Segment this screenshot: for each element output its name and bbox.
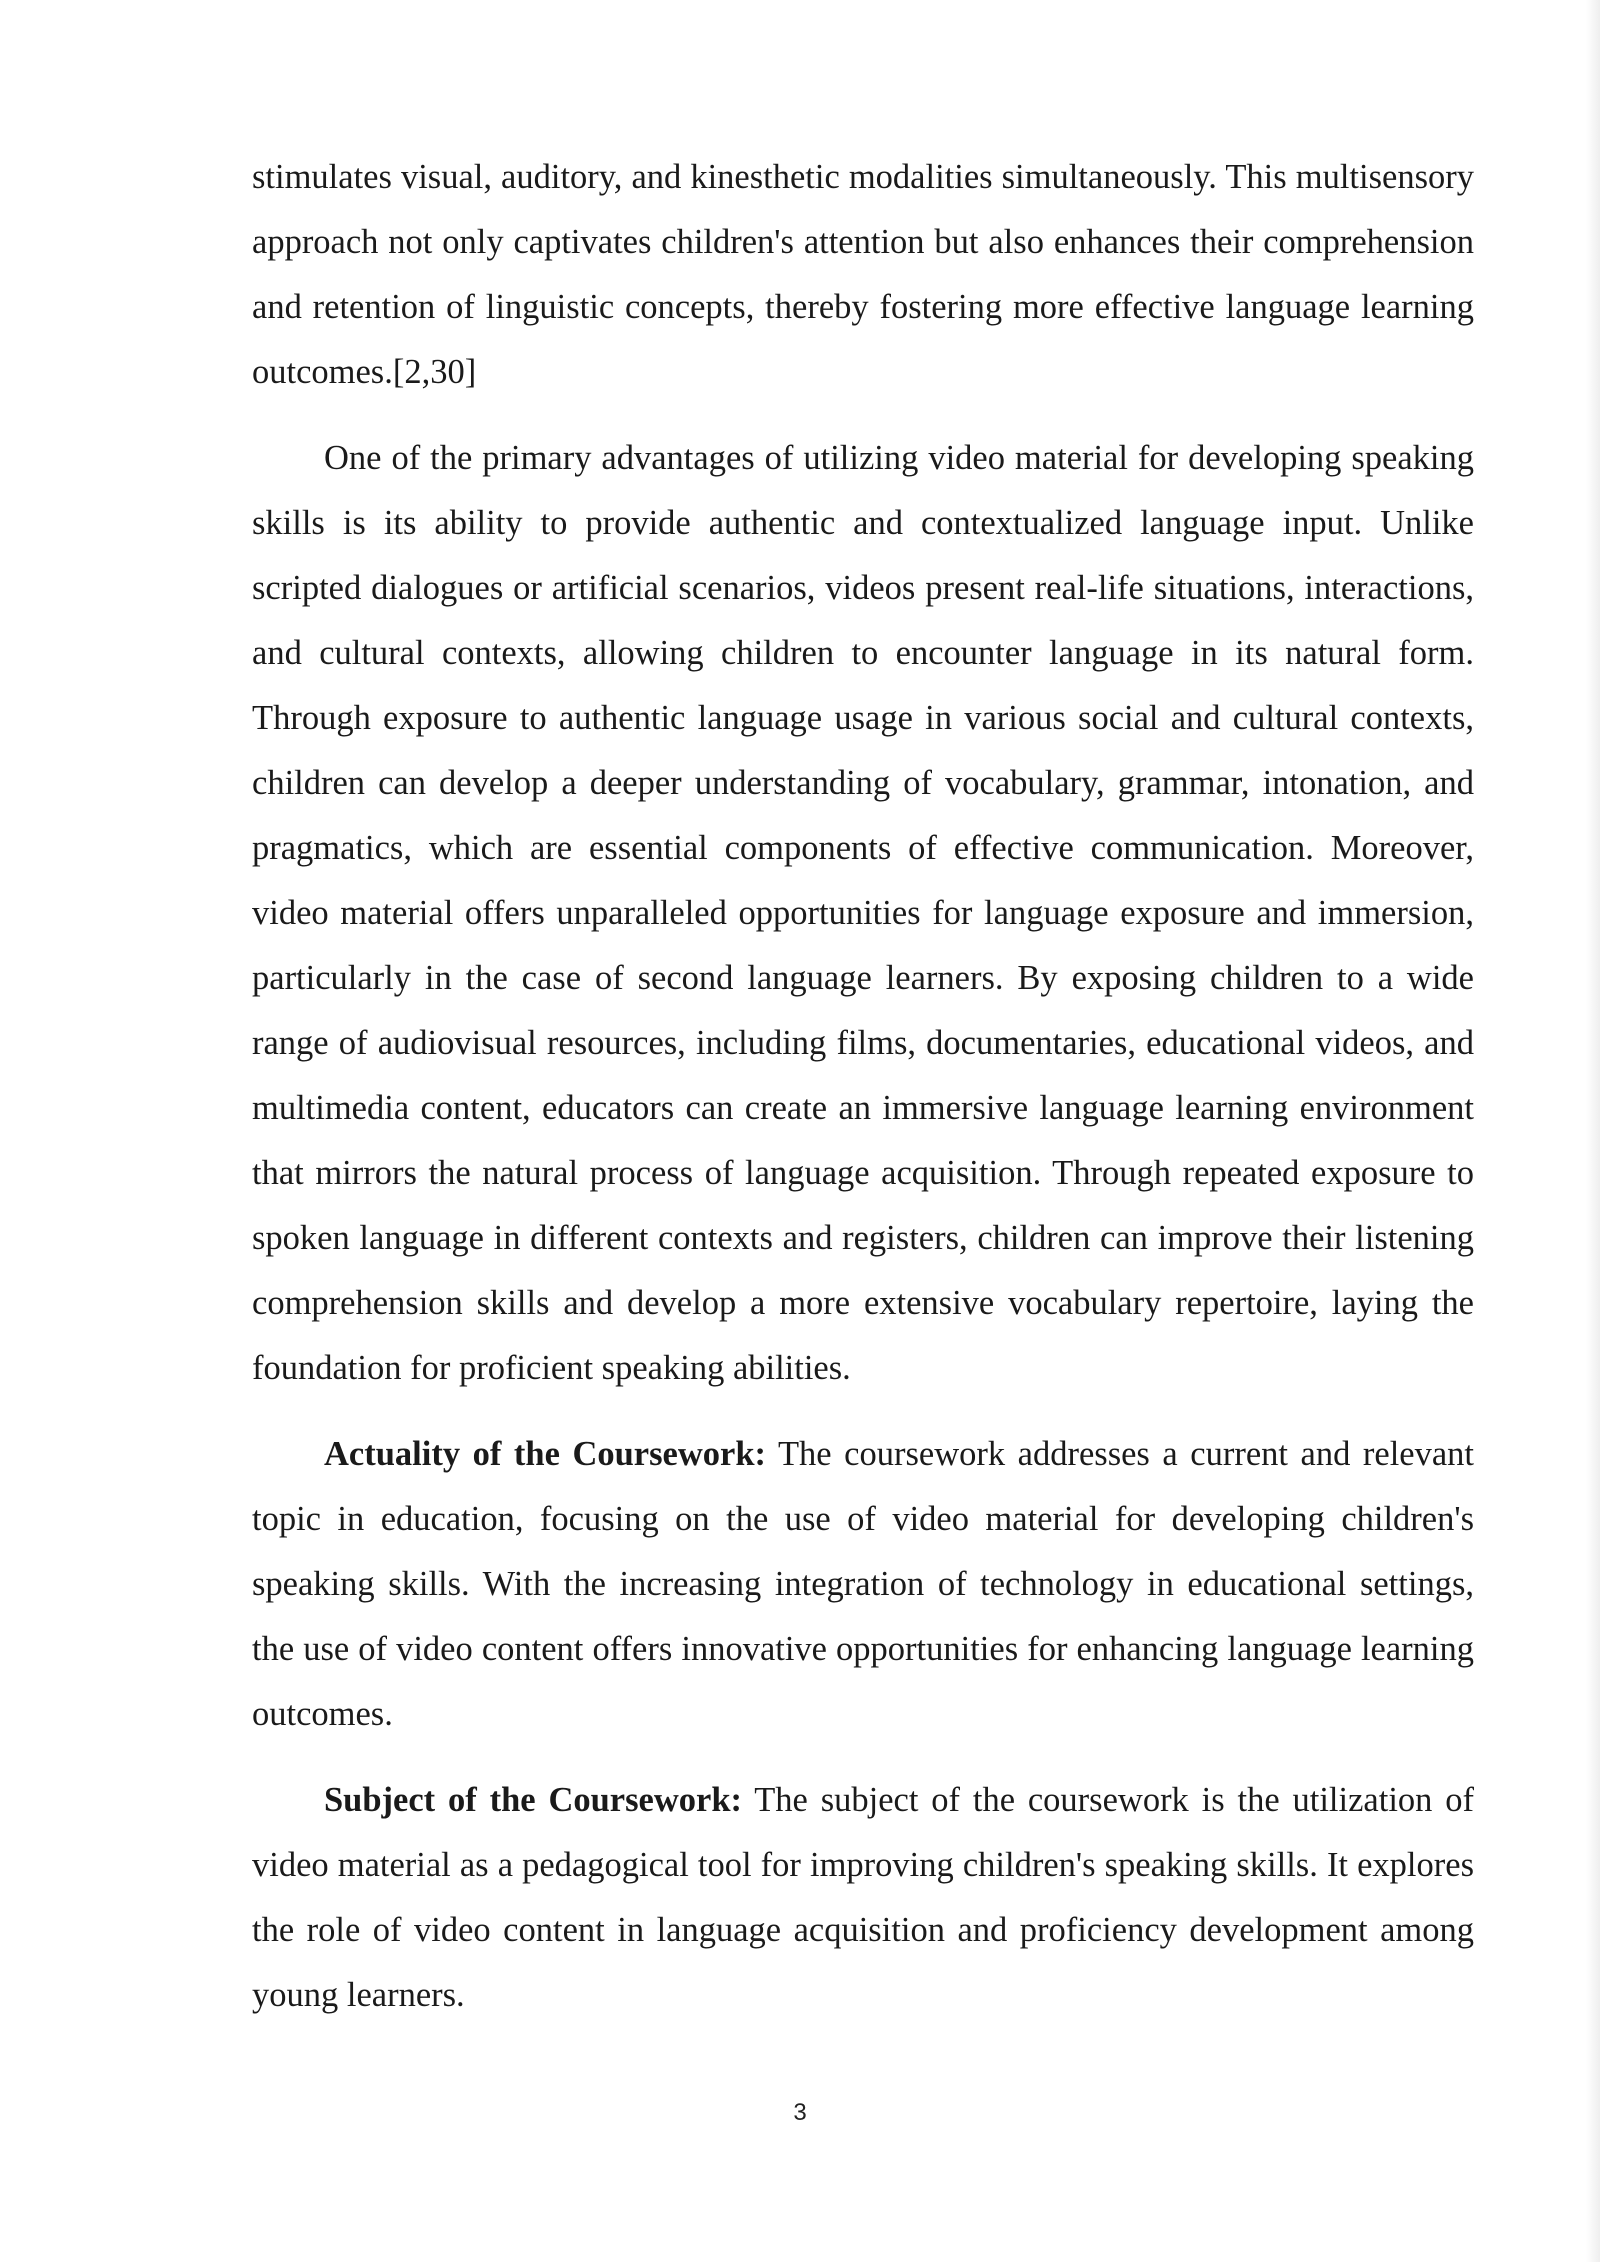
paragraph-text: The subject of the coursework is the utilization of video material as a pedagogical tool for improving children's speaking skills. It explores the role of video content in language acquisition and proficiency development among young learners. bbox=[252, 1781, 1474, 2014]
paragraph-advantages bbox=[252, 426, 1474, 1401]
page-number: 3 bbox=[793, 2099, 807, 2126]
paragraph-continuation bbox=[252, 145, 1474, 405]
paragraph-text: The coursework addresses a current and relevant topic in education, focusing on the use of video material for developing children's speaking skills. With the increasing integration of technology in educational settings, the use of video content offers innovative opportunities for enhancing language learning outcomes. bbox=[252, 1435, 1474, 1733]
body-text bbox=[252, 145, 1474, 2049]
paragraph-subject bbox=[252, 1768, 1474, 2028]
paragraph-lead-heading: Subject of the Coursework: bbox=[324, 1781, 742, 1819]
page-edge-shadow bbox=[1586, 0, 1600, 2262]
paragraph-text: stimulates visual, auditory, and kinesthetic modalities simultaneously. This multisensory approach not only captivates children's attention but also enhances their comprehension and retention of linguistic concepts, thereby fostering more effective language learning outcomes.[2,30] bbox=[252, 158, 1474, 391]
paragraph-lead-heading: Actuality of the Coursework: bbox=[324, 1435, 767, 1473]
paragraph-actuality bbox=[252, 1422, 1474, 1747]
paragraph-text: One of the primary advantages of utilizing video material for developing speaking skills is its ability to provide authentic and contextualized language input. Unlike scripted dialogues or artificial scenarios, videos present real-life situations, interactions, and cultural contexts, allowing children to encounter language in its natural form. Through exposure to authentic language usage in various social and cultural contexts, children can develop a deeper understanding of vocabulary, grammar, intonation, and pragmatics, which are essential components of effective communication. Moreover, video material offers unparalleled opportunities for language exposure and immersion, particularly in the case of second language learners. By exposing children to a wide range of audiovisual resources, including films, documentaries, educational videos, and multimedia content, educators can create an immersive language learning environment that mirrors the natural process of language acquisition. Through repeated exposure to spoken language in different contexts and registers, children can improve their listening comprehension skills and develop a more extensive vocabulary repertoire, laying the foundation for proficient speaking abilities. bbox=[252, 439, 1474, 1387]
